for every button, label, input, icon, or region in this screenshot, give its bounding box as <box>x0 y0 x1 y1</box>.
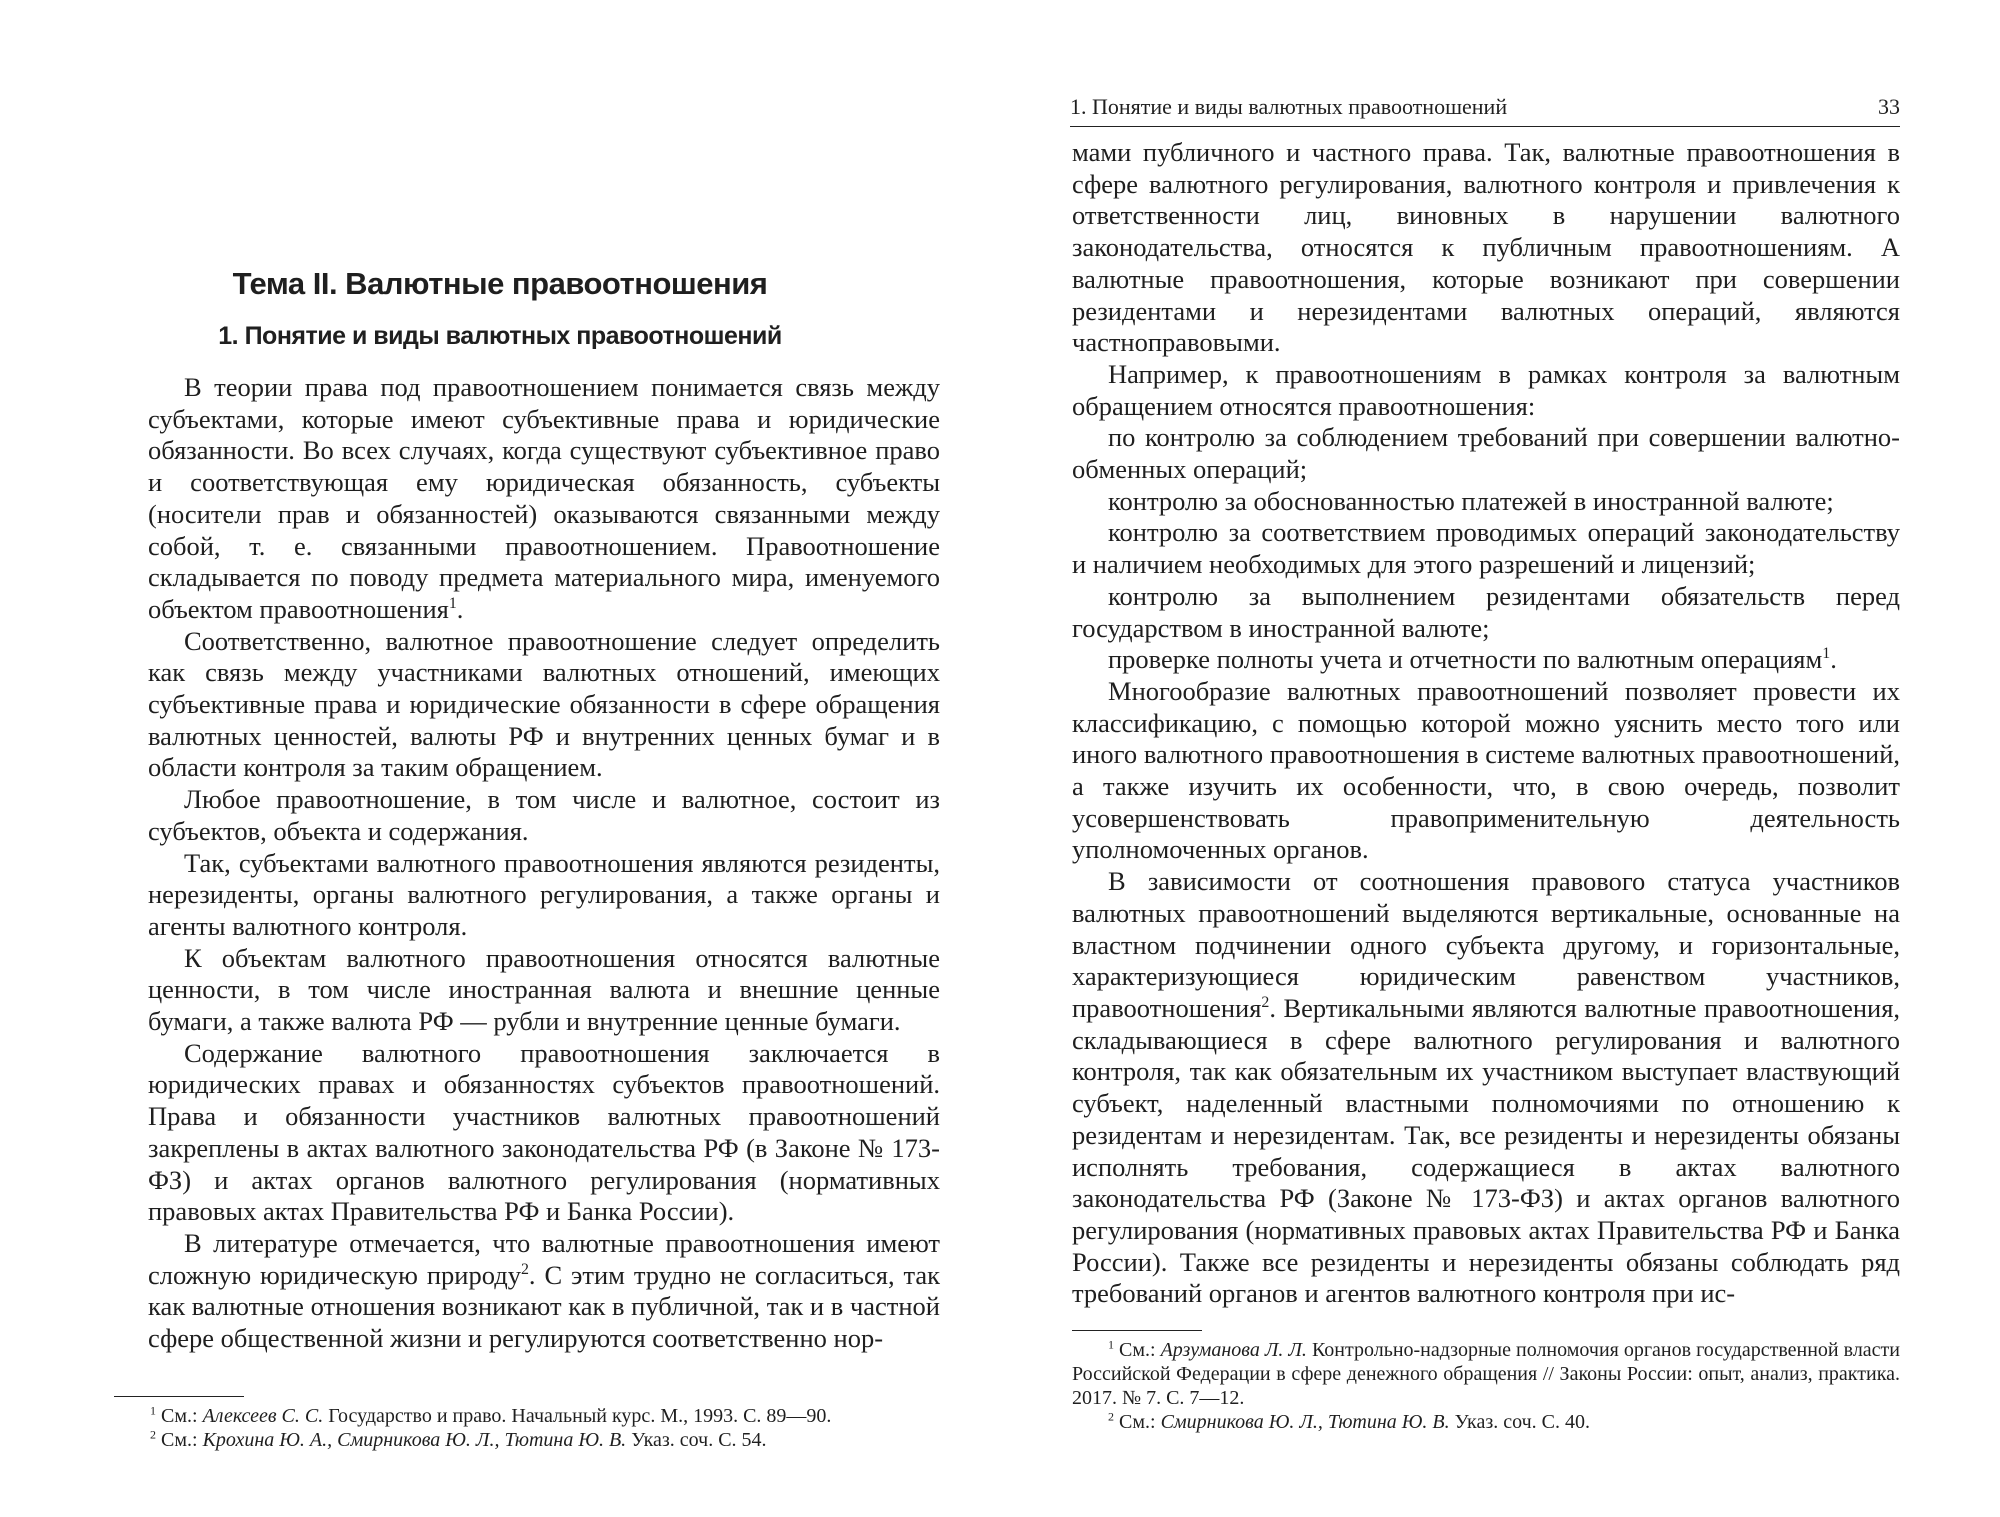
paragraph: В теории права под правоотношением понимается связь между субъектами, которые имеют субъективные права и юридические обязанности. Во всех случаях, когда существуют субъективное право и соответствующая ему юридическая обязанность, субъекты (носители прав и обязанностей) оказываются связанными между собой, т. е. связанными правоотношением. Правоотношение складывается по поводу предмета материального мира, именуемого объектом правоотношения$^1$. <box>148 372 940 624</box>
footnote-rule <box>1072 1330 1202 1331</box>
right-body <box>1072 137 1900 1310</box>
paragraph: Например, к правоотношениям в рамках контроля за валютным обращением относятся правоотношения: <box>1072 358 1900 421</box>
footnote: $^2$ См.: Крохина Ю. А., Смирникова Ю. Л., Тютина Ю. В. Указ. соч. С. 54. <box>150 1427 767 1451</box>
section-title: 1. Понятие и виды валютных правоотношений <box>218 322 782 350</box>
footnote: $^1$ См.: Арзуманова Л. Л. Контрольно-надзорные полномочия органов государственной власти Российской Федерации в сфере денежного обращения // Законы России: опыт, анализ, практика. 2017. № 7. С. 7—12. <box>1072 1337 1900 1409</box>
footnote-ref[interactable]: 1 <box>448 595 457 613</box>
footnote: $^1$ См.: Алексеев С. С. Государство и право. Начальный курс. М., 1993. С. 89—90. <box>150 1403 832 1427</box>
paragraph: В литературе отмечается, что валютные правоотношения имеют сложную юридическую природу$^2$. С этим трудно не согласиться, так как валютные отношения возникают как в публичной, так и в частной сфере общественной жизни и регулируются соответственно нор- <box>148 1227 941 1354</box>
paragraph: мами публичного и частного права. Так, валютные правоотношения в сфере валютного регулирования, валютного контроля и привлечения к ответственности лиц, виновных в нарушении валютного законодательства, относятся к публичным правоотношениям. А валютные правоотношения, которые возникают при совершении резидентами и нерезидентами валютных операций, являются частноправовыми. <box>1072 137 1900 358</box>
footnote-ref[interactable]: 2 <box>520 1260 529 1278</box>
paragraph: Любое правоотношение, в том числе и валютное, состоит из субъектов, объекта и содержания. <box>148 784 940 846</box>
left-footnotes <box>114 1404 940 1452</box>
paragraph: контролю за соответствием проводимых операций законодательству и наличием необходимых для этого разрешений и лицензий; <box>1072 517 1900 580</box>
right-footnotes <box>1072 1338 1900 1434</box>
chapter-title: Тема II. Валютные правоотношения <box>232 266 768 301</box>
running-header-title: 1. Понятие и виды валютных правоотношений <box>1070 94 1508 119</box>
paragraph: Так, субъектами валютного правоотношения являются резиденты, нерезиденты, органы валютного регулирования, а также органы и агенты валютного контроля. <box>148 847 940 941</box>
paragraph: Многообразие валютных правоотношений позволяет провести их классификацию, с помощью которой можно уяснить место того или иного валютного правоотношения в системе валютных правоотношений, а также изучить их особенности, что, в свою очередь, позволит усовершенствовать правоприменительную деятельность уполномоченных органов. <box>1072 675 1900 865</box>
page-number: 33 <box>1878 94 1900 119</box>
left-body <box>148 372 940 1355</box>
paragraph: по контролю за соблюдением требований при совершении валютно-обменных операций; <box>1072 422 1900 485</box>
paragraph: контролю за обоснованностью платежей в иностранной валюте; <box>1108 485 1834 516</box>
paragraph: проверке полноты учета и отчетности по валютным операциям$^1$. <box>1108 644 1837 675</box>
right-page <box>1000 0 2000 1517</box>
footnote-ref[interactable]: 1 <box>1822 645 1831 663</box>
paragraph: контролю за выполнением резидентами обязательств перед государством в иностранной валюте; <box>1072 580 1900 643</box>
footnote: $^2$ См.: Смирникова Ю. Л., Тютина Ю. В. Указ. соч. С. 40. <box>1108 1409 1591 1433</box>
paragraph: К объектам валютного правоотношения относятся валютные ценности, в том числе иностранная валюта и внешние ценные бумаги, а также валюта РФ — рубли и внутренние ценные бумаги. <box>148 942 940 1037</box>
footnote-rule <box>114 1396 244 1397</box>
paragraph: Соответственно, валютное правоотношение следует определить как связь между участниками валютных отношений, имеющих субъективные права и юридические обязанности в сфере обращения валютных ценностей, валюты РФ и внутренних ценных бумаг и в области контроля за таким обращением. <box>148 625 940 783</box>
paragraph: Содержание валютного правоотношения заключается в юридических правах и обязанностях субъектов правоотношений. Права и обязанности участников валютных правоотношений закреплены в актах валютного законодательства РФ (в Законе № 173-ФЗ) и актах органов валютного регулирования (нормативных правовых актах Правительства РФ и Банка России). <box>148 1037 940 1227</box>
running-header <box>1070 94 1900 127</box>
paragraph: В зависимости от соотношения правового статуса участников валютных правоотношений выделяются вертикальные, основанные на властном подчинении одного субъекта другому, и горизонтальные, характеризующиеся юридическим равенством участников, правоотношения$^2$. Вертикальными являются валютные правоотношения, складывающиеся в сфере валютного регулирования и валютного контроля, так как обязательным их участником выступает властвующий субъект, наделенный властными полномочиями по отношению к резидентам и нерезидентам. Так, все резиденты и нерезиденты обязаны исполнять требования, содержащиеся в актах валютного законодательства РФ (Законе № 173-ФЗ) и актах органов валютного регулирования (нормативных правовых актах Правительства РФ и Банка России). Также все резиденты и нерезиденты обязаны соблюдать ряд требований органов и агентов валютного контроля при ис- <box>1072 866 1901 1309</box>
footnote-ref[interactable]: 2 <box>1261 994 1270 1012</box>
